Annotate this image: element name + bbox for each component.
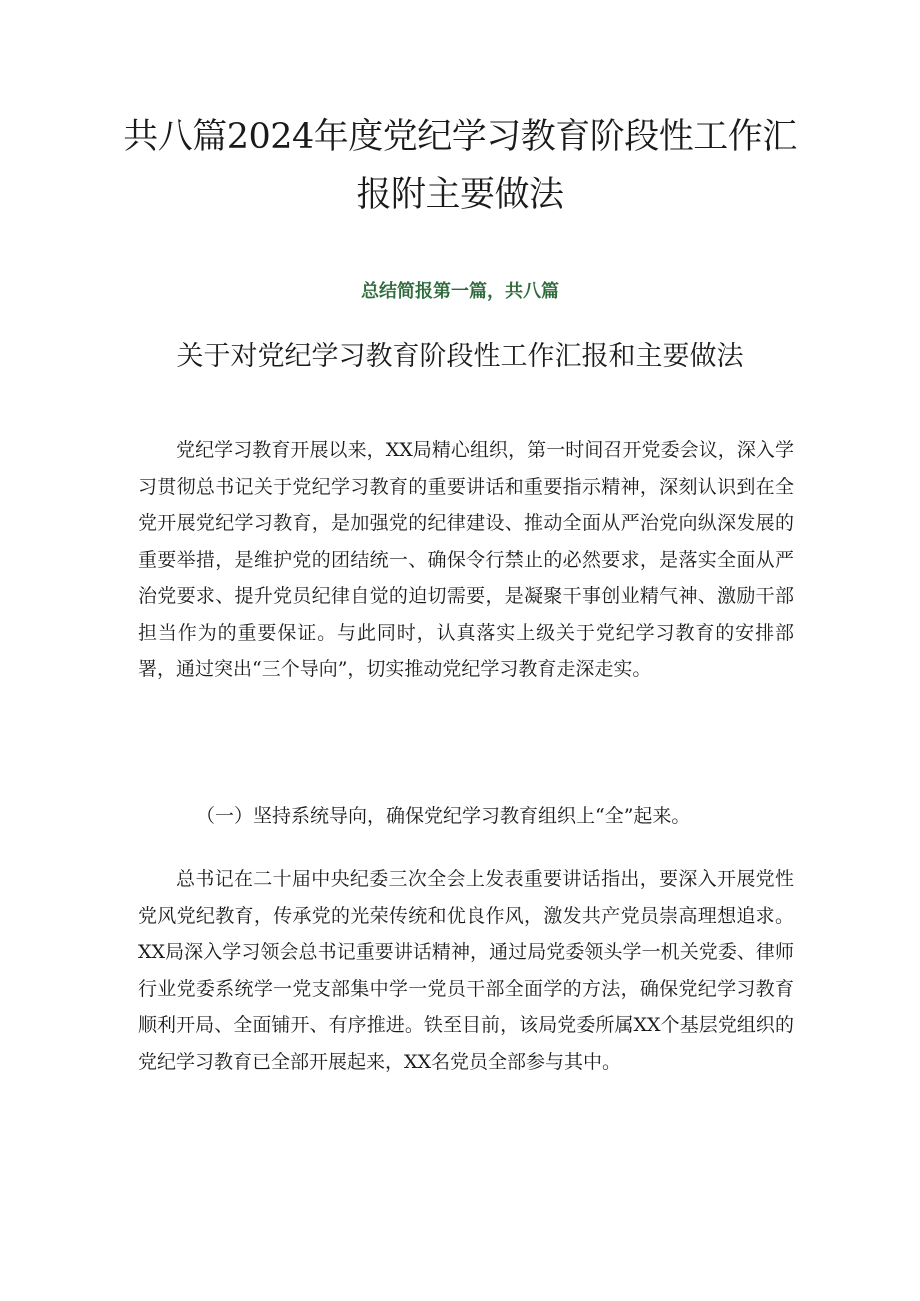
section-label: 总结简报第一篇，共八篇: [361, 281, 559, 302]
document-title: 共八篇2024年度党纪学习教育阶段性工作汇报附主要做法: [123, 117, 797, 215]
body-paragraph-intro: 党纪学习教育开展以来，XX局精心组织，第一时间召开党委会议，深入学习贯彻总书记关于党纪学习教育的重要讲话和重要指示精神，深刻认识到在全党开展党纪学习教育，是加强党的纪律建设、推动全面从严治党向纵深发展的重要举措，是维护党的团结统一、确保令行禁止的必然要求，是落实全面从严治党要求、提升党员纪律自觉的迫切需要，是凝聚干事创业精气神、激励干部担当作为的重要保证。与此同时，认真落实上级关于党纪学习教育的安排部署，通过突出“三个导向”，切实推动党纪学习教育走深走实。: [138, 439, 794, 680]
article-title: 关于对党纪学习教育阶段性工作汇报和主要做法: [176, 341, 744, 372]
subheading-one: （一）坚持系统导向，确保党纪学习教育组织上“全”起来。: [196, 805, 691, 827]
body-paragraph-system: 总书记在二十届中央纪委三次全会上发表重要讲话指出，要深入开展党性党风党纪教育，传承党的光荣传统和优良作风，激发共产党员崇高理想追求。XX局深入学习领会总书记重要讲话精神，通过局党委领头学一机关党委、律师行业党委系统学一党支部集中学一党员干部全面学的方法，确保党纪学习教育顺利开局、全面铺开、有序推进。铁至目前，该局党委所属XX个基层党组织的党纪学习教育已全部开展起来，XX名党员全部参与其中。: [138, 868, 794, 1073]
